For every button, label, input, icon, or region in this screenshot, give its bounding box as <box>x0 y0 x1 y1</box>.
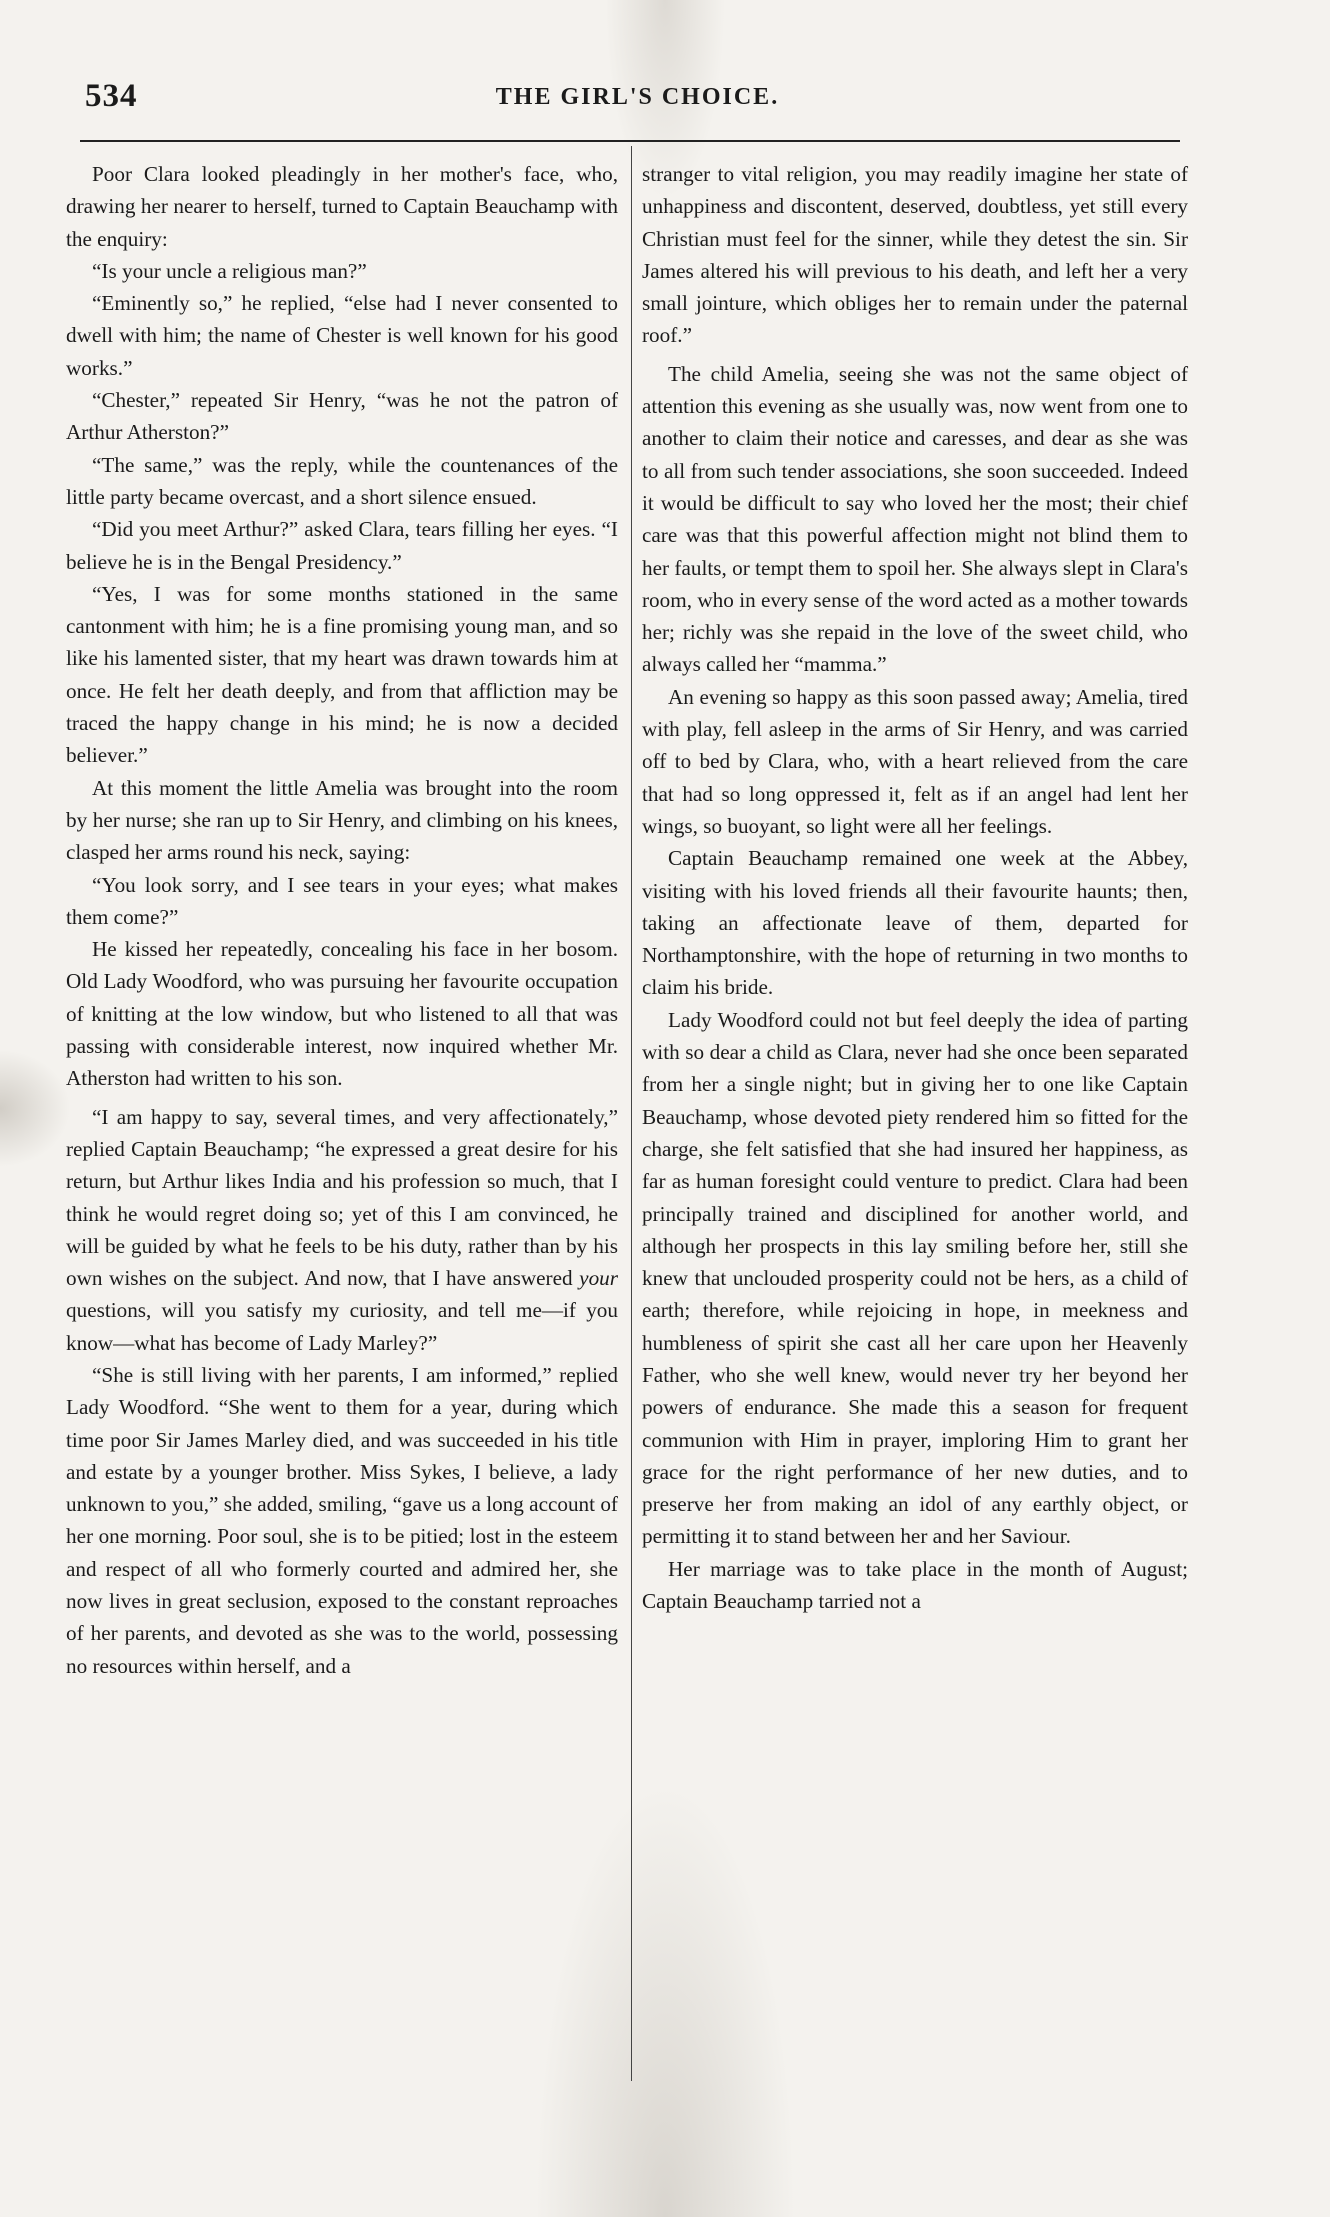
paragraph: The child Amelia, seeing she was not the same object of attention this evening as she usually was, now went from one to another to claim their notice and caresses, and dear as she was to all from such tender associations, she soon succeeded. Indeed it would be difficult to say who loved her the most; their chief care was that this powerful affection might not blind them to her faults, or tempt them to spoil her. She always slept in Clara's room, who in every sense of the word acted as a mother towards her; richly was she repaid in the love of the sweet child, who always called her “mamma.” <box>642 361 1188 677</box>
paragraph: Lady Woodford could not but feel deeply the idea of parting with so dear a child as Clara, never had she once been separated from her a single night; but in giving her to one like Captain Beauchamp, whose devoted piety rendered him so fitted for the charge, she felt satisfied that she had insured her happiness, as far as human foresight could venture to predict. Clara had been principally trained and disciplined for another world, and although her prospects in this lay smiling before her, still she knew that unclouded prosperity could not be hers, as a child of earth; therefore, while rejoicing in hope, in meekness and humbleness of spirit she cast all her care upon her Heavenly Father, who she well knew, would never try her beyond her powers of endurance. She made this a season for frequent communion with Him in prayer, imploring Him to grant her grace for the right performance of her new duties, and to preserve her from making an idol of any earthly object, or permitting it to stand between her and her Saviour. <box>642 1007 1188 1549</box>
paragraph: Her marriage was to take place in the month of August; Captain Beauchamp tarried not a <box>642 1556 1188 1614</box>
paragraph: “You look sorry, and I see tears in your eyes; what makes them come?” <box>66 872 618 929</box>
paragraph: “Did you meet Arthur?” asked Clara, tears filling her eyes. “I believe he is in the Bengal Presidency.” <box>66 517 618 574</box>
paragraph: Poor Clara looked pleadingly in her mother's face, who, drawing her nearer to herself, turned to Captain Beauchamp with the enquiry: <box>66 162 618 251</box>
paragraph: “Chester,” repeated Sir Henry, “was he not the patron of Arthur Atherston?” <box>66 388 618 445</box>
paragraph <box>66 1101 618 1359</box>
right-column <box>642 158 1188 1617</box>
header-rule <box>80 140 1180 142</box>
paragraph: “Is your uncle a religious man?” <box>92 258 367 283</box>
paragraph: stranger to vital religion, you may readily imagine her state of unhappiness and discontent, deserved, doubtless, yet still every Christian must feel for the sinner, while they detest the sin. Sir James altered his will previous to his death, and left her a very small jointure, which obliges her to remain under the paternal roof.” <box>642 162 1188 348</box>
paragraph-text: “I am happy to say, several times, and very affectionately,” replied Captain Beauchamp; “he expressed a great desire for his return, but Arthur likes India and his profession so much, that I think he would regret doing so; yet of this I am convinced, he will be guided by what he feels to be his duty, rather than by his own wishes on the subject. And now, that I have answered <box>66 1104 618 1291</box>
paragraph: “The same,” was the reply, while the countenances of the little party became overcast, and a short silence ensued. <box>66 452 618 509</box>
emphasis: your <box>579 1266 619 1291</box>
column-divider <box>631 146 632 2081</box>
paragraph: Captain Beauchamp remained one week at the Abbey, visiting with his loved friends all their favourite haunts; then, taking an affectionate leave of them, departed for Northamptonshire, with the hope of returning in two months to claim his bride. <box>642 846 1188 1000</box>
paragraph: “She is still living with her parents, I am informed,” replied Lady Woodford. “She went to them for a year, during which time poor Sir James Marley died, and was succeeded in his title and estate by a younger brother. Miss Sykes, I believe, a lady unknown to you,” she added, smiling, “gave us a long account of her one morning. Poor soul, she is to be pitied; lost in the esteem and respect of all who formerly courted and admired her, she now lives in great seclusion, exposed to the constant reproaches of her parents, and devoted as she was to the world, possessing no resources within herself, and a <box>66 1362 618 1678</box>
page-number: 534 <box>85 78 138 114</box>
running-title: THE GIRL'S CHOICE. <box>495 84 780 110</box>
left-column <box>66 158 618 1682</box>
paragraph: “Eminently so,” he replied, “else had I never consented to dwell with him; the name of Chester is well known for his good works.” <box>66 291 618 380</box>
paragraph: An evening so happy as this soon passed away; Amelia, tired with play, fell asleep in the arms of Sir Henry, and was carried off to bed by Clara, who, with a heart relieved from the care that had so long oppressed it, felt as if an angel had lent her wings, so buoyant, so light were all her feelings. <box>642 684 1188 838</box>
page-header <box>85 78 1190 128</box>
paragraph-text: questions, will you satisfy my curiosity, and tell me—if you know—what has become of Lady Marley?” <box>66 1298 618 1355</box>
paragraph: He kissed her repeatedly, concealing his face in her bosom. Old Lady Woodford, who was pursuing her favourite occupation of knitting at the low window, but who listened to all that was passing with considerable interest, now inquired whether Mr. Atherston had written to his son. <box>66 937 618 1091</box>
paragraph: At this moment the little Amelia was brought into the room by her nurse; she ran up to Sir Henry, and climbing on his knees, clasped her arms round his neck, saying: <box>66 775 618 865</box>
paragraph: “Yes, I was for some months stationed in the same cantonment with him; he is a fine promising young man, and so like his lamented sister, that my heart was drawn towards him at once. He felt her death deeply, and from that affliction may be traced the happy change in his mind; he is now a decided believer.” <box>66 581 618 768</box>
